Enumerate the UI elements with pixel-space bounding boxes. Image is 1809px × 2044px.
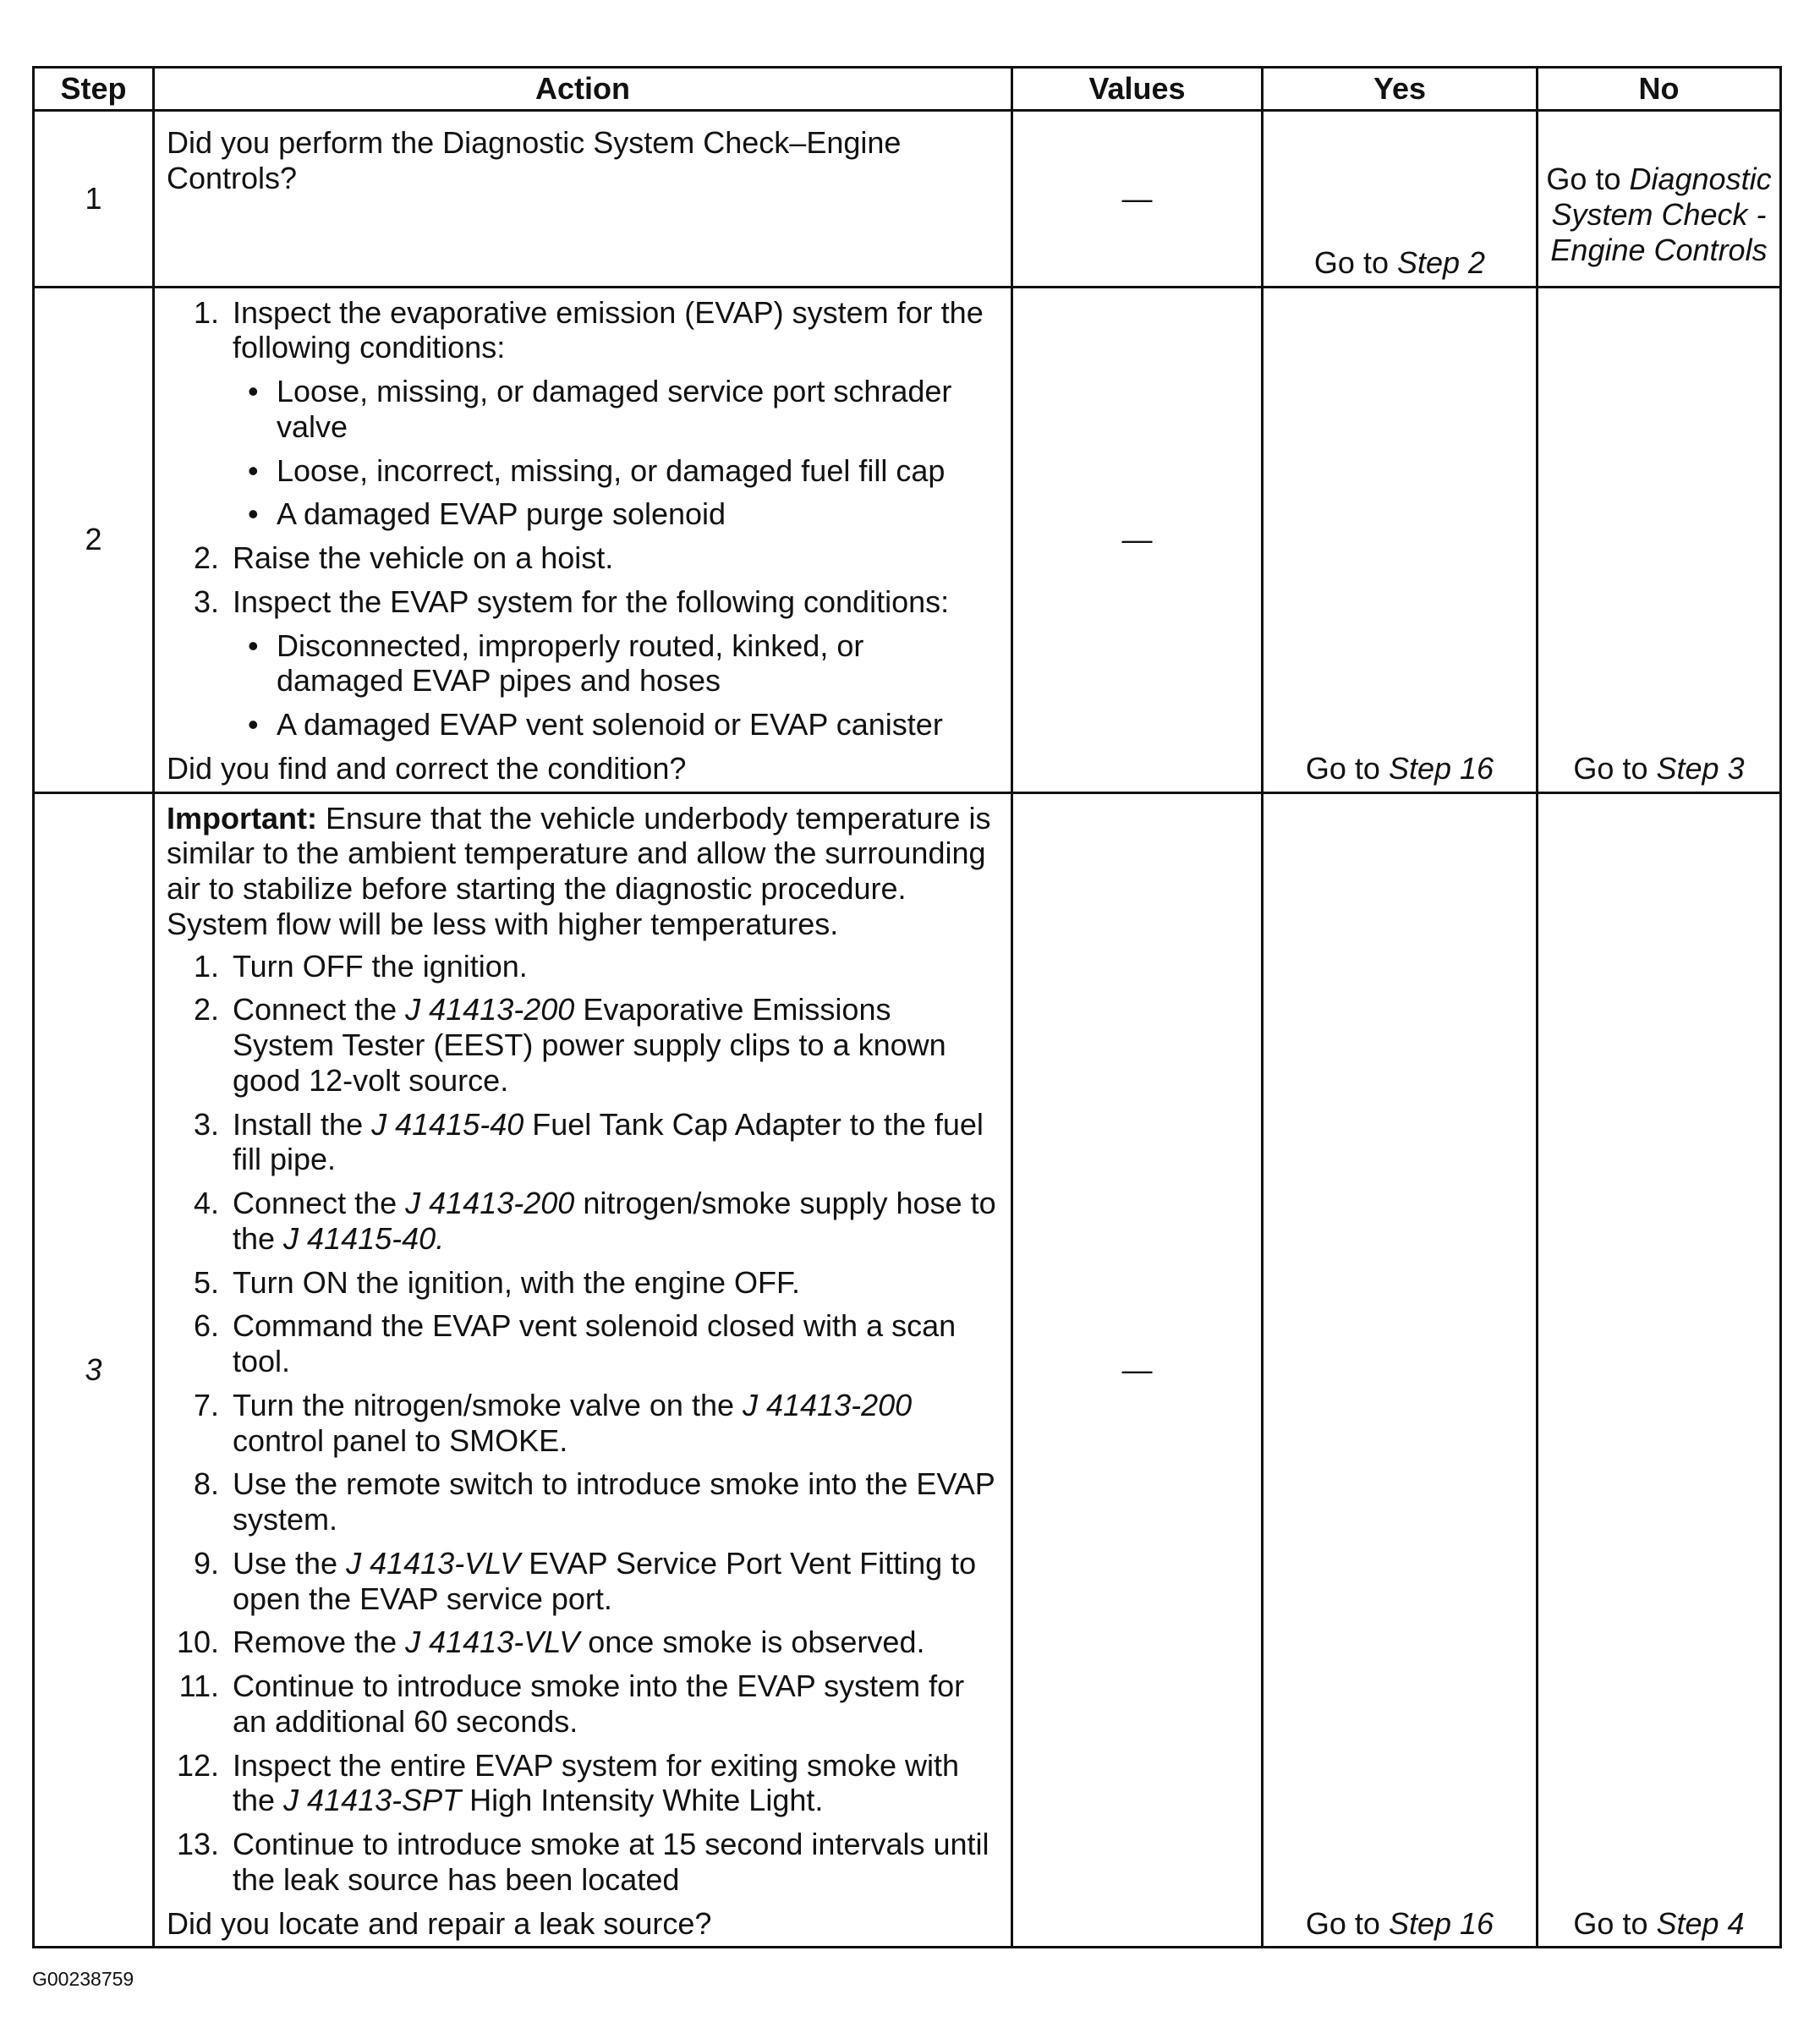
list-item: [167, 1265, 999, 1301]
bullet-item: • A damaged EVAP vent solenoid or EVAP canister: [233, 707, 999, 743]
item-text: Connect the: [233, 1186, 406, 1220]
item-text: Install the: [233, 1106, 372, 1142]
list-item: [167, 949, 999, 984]
no-prefix: Go to: [1573, 750, 1657, 786]
item-number: 3.: [193, 1106, 219, 1142]
diagnostic-table: [32, 66, 1782, 1948]
figure-id: G00238759: [32, 1968, 134, 1990]
item-text: Use the remote switch to introduce smoke into the EVAP system.: [233, 1466, 995, 1537]
action-cell: [154, 111, 1012, 288]
bullet-item: • A damaged EVAP purge solenoid: [233, 496, 999, 532]
item-text: nitrogen/smoke supply hose to the: [233, 1186, 996, 1256]
item-number: 6.: [193, 1308, 219, 1344]
no-target: Diagnostic System Check - Engine Controls: [1550, 162, 1772, 267]
tool-reference: J 41413-200: [405, 1186, 575, 1220]
values-cell: —: [1012, 287, 1263, 792]
bullet-item: • Loose, missing, or damaged service port schrader valve: [233, 374, 999, 445]
list-item: [167, 1669, 999, 1740]
values-cell: —: [1012, 111, 1263, 288]
item-text: Remove the: [233, 1625, 406, 1660]
action-cell: [154, 792, 1012, 1948]
item-number: 4.: [193, 1186, 219, 1220]
item-number: 5.: [193, 1264, 219, 1300]
no-target: Step 3: [1656, 750, 1745, 786]
bullet-item: • Loose, incorrect, missing, or damaged fuel fill cap: [233, 453, 999, 489]
item-text: once smoke is observed.: [579, 1625, 925, 1660]
list-item: [167, 1107, 999, 1178]
header-no: No: [1538, 68, 1781, 111]
list-item: [167, 1388, 999, 1459]
item-text: Continue to introduce smoke into the EVAP system for an additional 60 seconds.: [233, 1669, 965, 1739]
item-number: 11.: [178, 1669, 219, 1703]
yes-prefix: Go to: [1313, 244, 1397, 280]
important-note: [167, 801, 999, 942]
header-action: Action: [154, 68, 1012, 111]
list-item: [167, 1546, 999, 1617]
important-text: Ensure that the vehicle underbody temperature is similar to the ambient temperature and allow the surrounding air to stabilize before starting the diagnostic procedure. System flow will be less with higher temperatures.: [167, 800, 991, 941]
table-header-row: [34, 68, 1781, 111]
tool-reference: J 41415-40.: [283, 1220, 445, 1256]
action-cell: [154, 287, 1012, 792]
list-item: [167, 1827, 999, 1898]
tool-reference: J 41415-40: [371, 1106, 524, 1142]
tool-reference: J 41413-VLV: [346, 1545, 521, 1581]
no-cell: [1538, 111, 1781, 288]
item-text: control panel to SMOKE.: [233, 1422, 568, 1458]
yes-prefix: Go to: [1305, 750, 1389, 786]
action-steps-list: [167, 949, 999, 1898]
item-text: Fuel Tank Cap Adapter to the fuel fill pipe.: [233, 1106, 984, 1177]
tool-reference: J 41413-VLV: [405, 1625, 580, 1660]
item-number: 10.: [176, 1625, 219, 1660]
item-text: Inspect the EVAP system for the following conditions:: [233, 584, 950, 619]
list-item: [167, 1625, 999, 1660]
header-values: Values: [1012, 68, 1263, 111]
yes-cell: [1263, 287, 1538, 792]
table-row: [34, 287, 1781, 792]
tool-reference: J 41413-SPT: [283, 1783, 462, 1818]
list-item: [167, 540, 999, 576]
item-number: 8.: [193, 1466, 219, 1502]
action-question: Did you find and correct the condition?: [167, 750, 687, 786]
bullet-list: [233, 374, 999, 532]
list-item: [167, 1186, 999, 1257]
item-number: 13.: [176, 1827, 219, 1861]
item-number: 1.: [193, 294, 219, 330]
item-number: 2.: [193, 992, 219, 1027]
yes-prefix: Go to: [1305, 1905, 1389, 1941]
yes-target: Step 2: [1396, 244, 1486, 280]
item-text: Turn OFF the ignition.: [233, 948, 528, 984]
list-item: [167, 295, 999, 533]
item-text: Command the EVAP vent solenoid closed with a scan tool.: [233, 1308, 957, 1378]
item-number: 12.: [176, 1747, 219, 1783]
step-number: 1: [34, 111, 154, 288]
no-prefix: Go to: [1573, 1905, 1657, 1941]
no-cell: [1538, 287, 1781, 792]
tool-reference: J 41413-200: [405, 992, 575, 1027]
no-target: Step 4: [1656, 1905, 1745, 1941]
item-text: Inspect the entire EVAP system for exiting smoke with the: [233, 1747, 960, 1818]
item-number: 1.: [193, 948, 219, 984]
item-text: Raise the vehicle on a hoist.: [233, 540, 614, 575]
header-step: Step: [34, 68, 154, 111]
item-text: High Intensity White Light.: [461, 1783, 824, 1818]
item-text: Connect the: [233, 992, 406, 1027]
list-item: [167, 584, 999, 743]
list-item: [167, 992, 999, 1098]
item-number: 2.: [193, 540, 219, 575]
table-row: [34, 792, 1781, 1948]
tool-reference: J 41413-200: [743, 1387, 913, 1422]
yes-cell: [1263, 111, 1538, 288]
item-text: Turn ON the ignition, with the engine OFF.: [233, 1264, 800, 1300]
step-number: 3: [34, 792, 154, 1948]
item-number: 7.: [193, 1387, 219, 1422]
item-text: Continue to introduce smoke at 15 second intervals until the leak source has been located: [233, 1827, 989, 1897]
values-cell: —: [1012, 792, 1263, 1948]
bullet-list: [233, 628, 999, 743]
list-item: [167, 1308, 999, 1379]
list-item: [167, 1748, 999, 1819]
yes-cell: [1263, 792, 1538, 1948]
table-row: [34, 111, 1781, 288]
item-number: 3.: [193, 584, 219, 619]
item-number: 9.: [193, 1545, 219, 1581]
no-prefix: Go to: [1546, 162, 1630, 197]
list-item: [167, 1466, 999, 1537]
no-cell: [1538, 792, 1781, 1948]
item-text: Use the: [233, 1545, 347, 1581]
yes-target: Step 16: [1388, 750, 1494, 786]
header-yes: Yes: [1263, 68, 1538, 111]
action-question: Did you perform the Diagnostic System Check–Engine Controls?: [167, 125, 902, 195]
action-steps-list: [167, 295, 999, 743]
yes-target: Step 16: [1388, 1905, 1494, 1941]
item-text: EVAP Service Port Vent Fitting to open the EVAP service port.: [233, 1545, 977, 1616]
bullet-item: • Disconnected, improperly routed, kinked, or damaged EVAP pipes and hoses: [233, 628, 999, 699]
important-label: Important:: [167, 800, 317, 836]
item-text: Turn the nitrogen/smoke valve on the: [233, 1387, 743, 1422]
item-text: Inspect the evaporative emission (EVAP) system for the following conditions:: [233, 294, 984, 365]
item-text: Evaporative Emissions System Tester (EEST) power supply clips to a known good 12-volt source.: [233, 992, 946, 1098]
action-question: Did you locate and repair a leak source?: [167, 1905, 712, 1941]
step-number: 2: [34, 287, 154, 792]
